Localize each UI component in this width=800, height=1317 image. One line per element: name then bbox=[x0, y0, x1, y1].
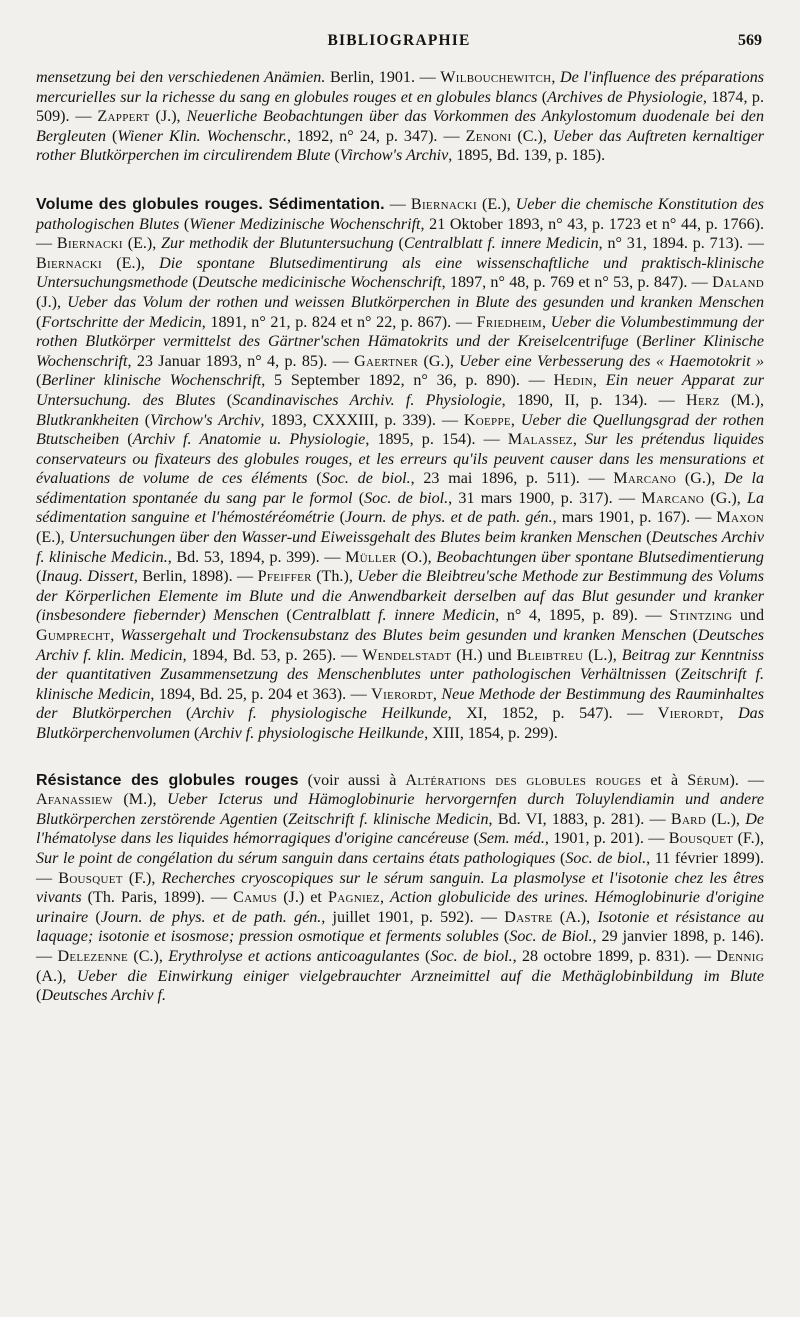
citation-text: , 1874, p. 509). — bbox=[36, 88, 764, 126]
citation-text: (voir aussi à bbox=[298, 771, 406, 789]
author-name: Stintzing bbox=[669, 607, 733, 625]
citation-text: (Th.), bbox=[311, 568, 358, 586]
author-name: Zappert bbox=[97, 108, 150, 126]
section-heading: Volume des globules rouges. Sédimentation. bbox=[36, 195, 385, 213]
citation-title: Ueber die Quellungsgrad der rothen Btutscheiben bbox=[36, 411, 765, 449]
author-name: Koeppe bbox=[463, 411, 511, 429]
citation-text: ). — bbox=[729, 771, 764, 789]
citation-title: Blutkrankheiten bbox=[36, 411, 139, 429]
citation-title: Deutsches Archiv f. klin. Medicin bbox=[36, 627, 764, 664]
citation-title: Beitrag zur Kenntniss der quantitativen Zusammensetzung des Menschenblutes unter pathologischen Verhältnissen bbox=[36, 646, 764, 684]
citation-text: (G.), bbox=[418, 352, 460, 370]
bibliography-paragraph bbox=[36, 771, 764, 1006]
citation-title: Ueber eine Verbesserung des « Haemotokrit » bbox=[459, 352, 764, 370]
citation-text: , 1890, II, p. 134). — bbox=[501, 391, 687, 409]
citation-text: ( bbox=[537, 88, 548, 106]
author-name: Herz bbox=[686, 391, 720, 409]
citation-text: ( bbox=[278, 607, 292, 625]
citation-text: (O.), bbox=[396, 548, 437, 566]
citation-text: , 1894, Bd. 25, p. 204 et 363). — bbox=[150, 685, 372, 703]
citation-text: ( bbox=[36, 987, 42, 1005]
author-name: Malassez bbox=[507, 431, 573, 449]
citation-title: Beobachtungen über spontane Blutsedimentierung bbox=[436, 548, 764, 566]
author-name: Dennig bbox=[716, 947, 764, 965]
citation-text: ( bbox=[187, 274, 198, 292]
citation-text: , bbox=[719, 705, 739, 723]
section-heading: Résistance des globules rouges bbox=[36, 771, 299, 789]
citation-text: (C.), bbox=[127, 947, 169, 965]
citation-title: Archiv f. Anatomie u. Physiologie bbox=[132, 431, 366, 449]
citation-text: ( bbox=[469, 830, 479, 848]
author-name: Wilbouchewitch bbox=[440, 69, 552, 86]
author-name: Zenoni bbox=[465, 127, 512, 145]
author-name: Hedin bbox=[553, 372, 593, 390]
citation-title: Ueber Icterus und Hämoglobinurie hervorgernfen durch Toluylendiamin und andere Blutkörperchen zerstörende Agentien bbox=[36, 791, 764, 828]
author-name: Friedheim bbox=[476, 313, 542, 331]
citation-title: Deutsches Archiv f. klinische Medicin. bbox=[36, 529, 764, 566]
citation-title: Archiv f. physiologische Heilkunde bbox=[191, 705, 448, 723]
citation-text: (J.), bbox=[149, 108, 187, 126]
citation-title: Journ. de phys. et de path. gén. bbox=[345, 509, 553, 527]
citation-text: (M.), bbox=[112, 791, 168, 809]
citation-title: Berliner Klinische Wochenschrift bbox=[36, 333, 764, 370]
author-name: Biernacki bbox=[56, 235, 123, 253]
citation-text: , XIII, 1854, p. 299). bbox=[424, 725, 558, 742]
citation-text: ( bbox=[119, 431, 133, 449]
citation-text: , 31 mars 1900, p. 317). — bbox=[448, 489, 642, 507]
citation-title: Die spontane Blutsedimentirung als eine wissenschaftliche und praktisch-klinische Untersuchungsmethode bbox=[36, 254, 764, 292]
citation-title: Ueber die Volumbestimmung der rothen Blutkörper vermittelst des Gärtner'schen Hämatokrits und der Kreiselcentrifuge bbox=[36, 313, 765, 351]
citation-text: , bbox=[551, 69, 560, 86]
citation-text: ( bbox=[666, 666, 681, 684]
citation-text: ( bbox=[190, 725, 200, 742]
citation-title: Isotonie et résistance au laquage; isotonie et isosmose; pression osmotique et ferments solubles bbox=[36, 908, 765, 946]
citation-text: et à bbox=[641, 771, 688, 789]
author-name: Biernacki bbox=[410, 195, 477, 213]
citation-text: ( bbox=[641, 529, 652, 547]
author-name: Camus bbox=[233, 889, 278, 907]
citation-text: ( bbox=[498, 928, 510, 946]
citation-title: Journ. de phys. et de path. gén. bbox=[100, 908, 322, 926]
citation-text: , bbox=[572, 431, 585, 449]
citation-text: , n° 4, 1895, p. 89). — bbox=[495, 607, 670, 625]
citation-text: , 1893, CXXXIII, p. 339). — bbox=[260, 411, 464, 429]
citation-text: ( bbox=[555, 849, 566, 867]
citation-text: ( bbox=[36, 568, 42, 586]
author-name: Marcano bbox=[641, 489, 705, 507]
citation-text: (G.), bbox=[704, 489, 748, 507]
citation-text: , bbox=[542, 313, 551, 331]
citation-title: Virchow's Archiv bbox=[339, 147, 449, 165]
citation-title: Wassergehalt und Trockensubstanz des Blutes beim gesunden und kranken Menschen bbox=[120, 627, 687, 645]
author-name: Pagniez bbox=[327, 889, 380, 907]
citation-title: Ueber die Einwirkung einiger vielgebrauchter Arzneimittel auf die Methäglobinbildung im Blute bbox=[76, 967, 764, 985]
citation-text: , 1901, p. 201). — bbox=[544, 830, 669, 848]
citation-text: ( bbox=[179, 215, 190, 233]
citation-title: De l'influence des préparations mercurielles sur la richesse du sang en globules rouges et en globules blancs bbox=[36, 69, 765, 106]
running-header bbox=[36, 30, 762, 54]
author-name: Delezenne bbox=[57, 947, 128, 965]
citation-text: , 29 janvier 1898, p. 146). — bbox=[36, 928, 764, 965]
citation-text: ( bbox=[171, 705, 192, 723]
citation-text: (Th. Paris, 1899). — bbox=[81, 889, 234, 907]
citation-text: , 11 février 1899). — bbox=[36, 849, 764, 887]
citation-text: (F.), bbox=[733, 830, 764, 848]
citation-text: ( bbox=[686, 627, 698, 645]
citation-text: , bbox=[432, 685, 442, 703]
citation-title: Soc. de biol. bbox=[364, 489, 449, 507]
citation-text: , bbox=[510, 411, 521, 429]
citation-text: , 1895, p. 154). — bbox=[365, 431, 508, 449]
citation-title: Inaug. Dissert bbox=[41, 568, 134, 586]
author-name: Marcano bbox=[613, 470, 677, 488]
citation-text: (E.), bbox=[476, 195, 516, 213]
citation-text: ( bbox=[277, 810, 289, 828]
citation-title: Neue Methode der Bestimmung des Rauminhaltes der Blutkörperchen bbox=[36, 685, 765, 723]
citation-title: mensetzung bei den verschiedenen Anämien. bbox=[36, 69, 326, 86]
citation-text: , 1895, Bd. 139, p. 185). bbox=[448, 147, 606, 165]
citation-title: Soc. de biol. bbox=[321, 470, 411, 488]
running-title: BIBLIOGRAPHIE bbox=[327, 32, 471, 49]
citation-text: ( bbox=[307, 470, 322, 488]
citation-text: , mars 1901, p. 167). — bbox=[552, 509, 717, 527]
citation-text: (M.), bbox=[719, 391, 765, 409]
citation-title: Sur les prétendus liquides conservateurs ou fixateurs des globules rouges, et les erreurs qu'ils peuvent causer dans les mensurations et évaluations de volume de ces éléments bbox=[36, 431, 764, 488]
citation-title: Ueber die chemische Konstitution des pathologischen Blutes bbox=[36, 195, 764, 233]
citation-title: La sédimentation sanguine et l'hémostéréométrie bbox=[36, 489, 765, 527]
citation-title: Ueber das Volum der rothen und weissen Blutkörperchen in Blute des gesunden und kranken Menschen bbox=[67, 293, 764, 311]
citation-text: (F.), bbox=[122, 869, 162, 887]
author-name: Altérations des globules rouges bbox=[405, 771, 642, 789]
citation-title: Virchow's Archiv bbox=[150, 411, 261, 429]
citation-title: Soc. de Biol. bbox=[509, 928, 593, 946]
author-name: Bousquet bbox=[58, 869, 123, 887]
citation-text: , 1894, Bd. 53, p. 265). — bbox=[182, 646, 363, 664]
citation-text: ( bbox=[393, 235, 404, 253]
citation-text: (E.), bbox=[36, 529, 69, 547]
author-name: Pfeiffer bbox=[257, 568, 312, 586]
citation-title: Erythrolyse et actions anticoagulantes bbox=[168, 947, 420, 965]
citation-text: , juillet 1901, p. 592). — bbox=[321, 908, 505, 926]
citation-title: Soc. de biol. bbox=[565, 849, 647, 867]
citation-title: Neuerliche Beobachtungen über das Vorkommen des Ankylostomum duodenale bei den Bergleuten bbox=[36, 108, 764, 145]
citation-text: (H.) und bbox=[451, 646, 517, 664]
citation-text: , bbox=[110, 627, 121, 645]
citation-text: , 21 Oktober 1893, n° 43, p. 1723 et n° 44, p. 1766). — bbox=[36, 215, 765, 253]
author-name: Gaertner bbox=[354, 352, 419, 370]
paragraph-gap bbox=[36, 744, 764, 771]
citation-title: Ein neuer Apparat zur Untersuchung. des Blutes bbox=[36, 372, 765, 409]
citation-title: Sem. méd. bbox=[478, 830, 545, 848]
citation-text: , 1897, n° 48, p. 769 et n° 53, p. 847). — bbox=[441, 274, 713, 292]
citation-title: Wiener Klin. Wochenschr. bbox=[117, 127, 288, 145]
citation-title: Fortschritte der Medicin bbox=[41, 313, 202, 331]
author-name: Biernacki bbox=[36, 254, 102, 272]
citation-text: , 5 September 1892, n° 36, p. 890). — bbox=[261, 372, 554, 390]
author-name: Maxon bbox=[716, 509, 765, 527]
citation-text: ( bbox=[215, 391, 233, 409]
citation-text: Berlin, 1901. — bbox=[325, 69, 441, 86]
citation-text: (L.), bbox=[706, 810, 746, 828]
citation-text: , Bd. VI, 1883, p. 281). — bbox=[488, 810, 671, 828]
citation-text: , 23 mai 1896, p. 511). — bbox=[410, 470, 614, 488]
citation-title: Recherches cryoscopiques sur le sérum sanguin. La plasmolyse et l'isotonie chez les êtres vivants bbox=[36, 869, 764, 907]
citation-title: Untersuchungen über den Wasser-und Eiweissgehalt des Blutes beim kranken Menschen bbox=[68, 529, 642, 547]
page-number: 569 bbox=[738, 32, 762, 49]
citation-title: Wiener Medizinische Wochenschrift bbox=[189, 215, 421, 233]
citation-title: Ueber die Bleibtreu'sche Methode zur Bestimmung des Volums der Körperlichen Elemente im Blute und die Anwendbarkeit derselben auf das Blut gesunder und kranker (insbesondere fiebernder) Menschen bbox=[36, 568, 765, 625]
author-name: Wendelstadt bbox=[362, 646, 452, 664]
author-name: Daland bbox=[712, 274, 764, 292]
citation-title: Archiv f. physiologische Heilkunde bbox=[199, 725, 425, 742]
citation-title: Deutsches Archiv f. bbox=[41, 987, 167, 1005]
citation-title: Zeitschrift f. klinische Medicin bbox=[36, 666, 764, 703]
author-name: Gumprecht bbox=[36, 627, 111, 645]
citation-text: ( bbox=[628, 333, 642, 351]
citation-title: Berliner klinische Wochenschrift bbox=[41, 372, 262, 390]
author-name: Bleibtreu bbox=[516, 646, 584, 664]
author-name: Sérum bbox=[687, 771, 730, 789]
author-name: Bard bbox=[670, 810, 707, 828]
citation-text: (L.), bbox=[583, 646, 622, 664]
citation-text: , bbox=[379, 889, 391, 907]
citation-text: ( bbox=[88, 908, 101, 926]
citation-text: ( bbox=[419, 947, 431, 965]
citation-title: Archives de Physiologie bbox=[547, 88, 703, 106]
citation-text: — bbox=[384, 195, 411, 213]
author-name: Afanassiew bbox=[36, 791, 113, 809]
citation-title: De la sédimentation spontanée du sang par le formol bbox=[36, 470, 765, 507]
citation-title: Soc. de biol. bbox=[430, 947, 513, 965]
citation-title: Centralblatt f. innere Medicin bbox=[403, 235, 599, 253]
citation-text: ( bbox=[36, 372, 42, 390]
paragraph-gap bbox=[36, 166, 764, 195]
citation-title: Action globulicide des urines. Hémoglobinurie d'origine urinaire bbox=[36, 889, 764, 926]
citation-text: und bbox=[732, 607, 765, 625]
citation-text: , 23 Januar 1893, n° 4, p. 85). — bbox=[127, 352, 355, 370]
citation-text: , 1892, n° 24, p. 347). — bbox=[287, 127, 466, 145]
citation-text: , Bd. 53, 1894, p. 399). — bbox=[167, 548, 346, 566]
citation-text: , 1891, n° 21, p. 824 et n° 22, p. 867). — bbox=[201, 313, 477, 331]
citation-title: Deutsche medicinische Wochenschrift bbox=[197, 274, 442, 292]
citation-text: ( bbox=[352, 489, 365, 507]
citation-title: Das Blutkörperchenvolumen bbox=[36, 705, 764, 742]
citation-text: ( bbox=[330, 147, 340, 165]
citation-text: ( bbox=[36, 313, 42, 331]
citation-text: (A.), bbox=[552, 908, 598, 926]
bibliography-paragraph bbox=[36, 68, 764, 166]
author-name: Vierordt bbox=[657, 705, 720, 723]
citation-text: ( bbox=[106, 127, 118, 145]
citation-title: Centralblatt f. innere Medicin bbox=[291, 607, 496, 625]
citation-text: (E.), bbox=[102, 254, 160, 272]
citation-title: Scandinavisches Archiv. f. Physiologie bbox=[232, 391, 502, 409]
author-name: Dastre bbox=[504, 908, 553, 926]
citation-title: Sur le point de congélation du sérum sanguin dans certains états pathologiques bbox=[36, 849, 556, 867]
citation-text: , 28 octobre 1899, p. 831). — bbox=[512, 947, 717, 965]
citation-text: (J.) et bbox=[277, 889, 328, 907]
citation-title: De l'hématolyse dans les liquides hémorragiques d'origine cancéreuse bbox=[36, 810, 764, 848]
bibliography-paragraph bbox=[36, 195, 764, 744]
author-name: Bousquet bbox=[668, 830, 734, 848]
citation-text: , XI, 1852, p. 547). — bbox=[447, 705, 658, 723]
bibliography-text bbox=[36, 68, 764, 1006]
citation-text: (G.), bbox=[676, 470, 724, 488]
citation-title: Zur methodik der Blutuntersuchung bbox=[161, 235, 394, 253]
author-name: Vierordt bbox=[371, 685, 433, 703]
citation-text: (C.), bbox=[511, 127, 553, 145]
citation-text: (J.), bbox=[36, 293, 68, 311]
citation-text: ( bbox=[138, 411, 151, 429]
citation-text: , n° 31, 1894. p. 713). — bbox=[598, 235, 764, 253]
citation-text: ( bbox=[334, 509, 346, 527]
citation-title: Ueber das Auftreten kernaltiger rother Blutkörperchen im circulirendem Blute bbox=[36, 127, 765, 165]
citation-text: , bbox=[592, 372, 606, 390]
citation-text: (A.), bbox=[36, 967, 77, 985]
author-name: Müller bbox=[345, 548, 397, 566]
citation-title: Zeitschrift f. klinische Medicin bbox=[288, 810, 489, 828]
citation-text: , Berlin, 1898). — bbox=[133, 568, 258, 586]
citation-text: (E.), bbox=[122, 235, 162, 253]
